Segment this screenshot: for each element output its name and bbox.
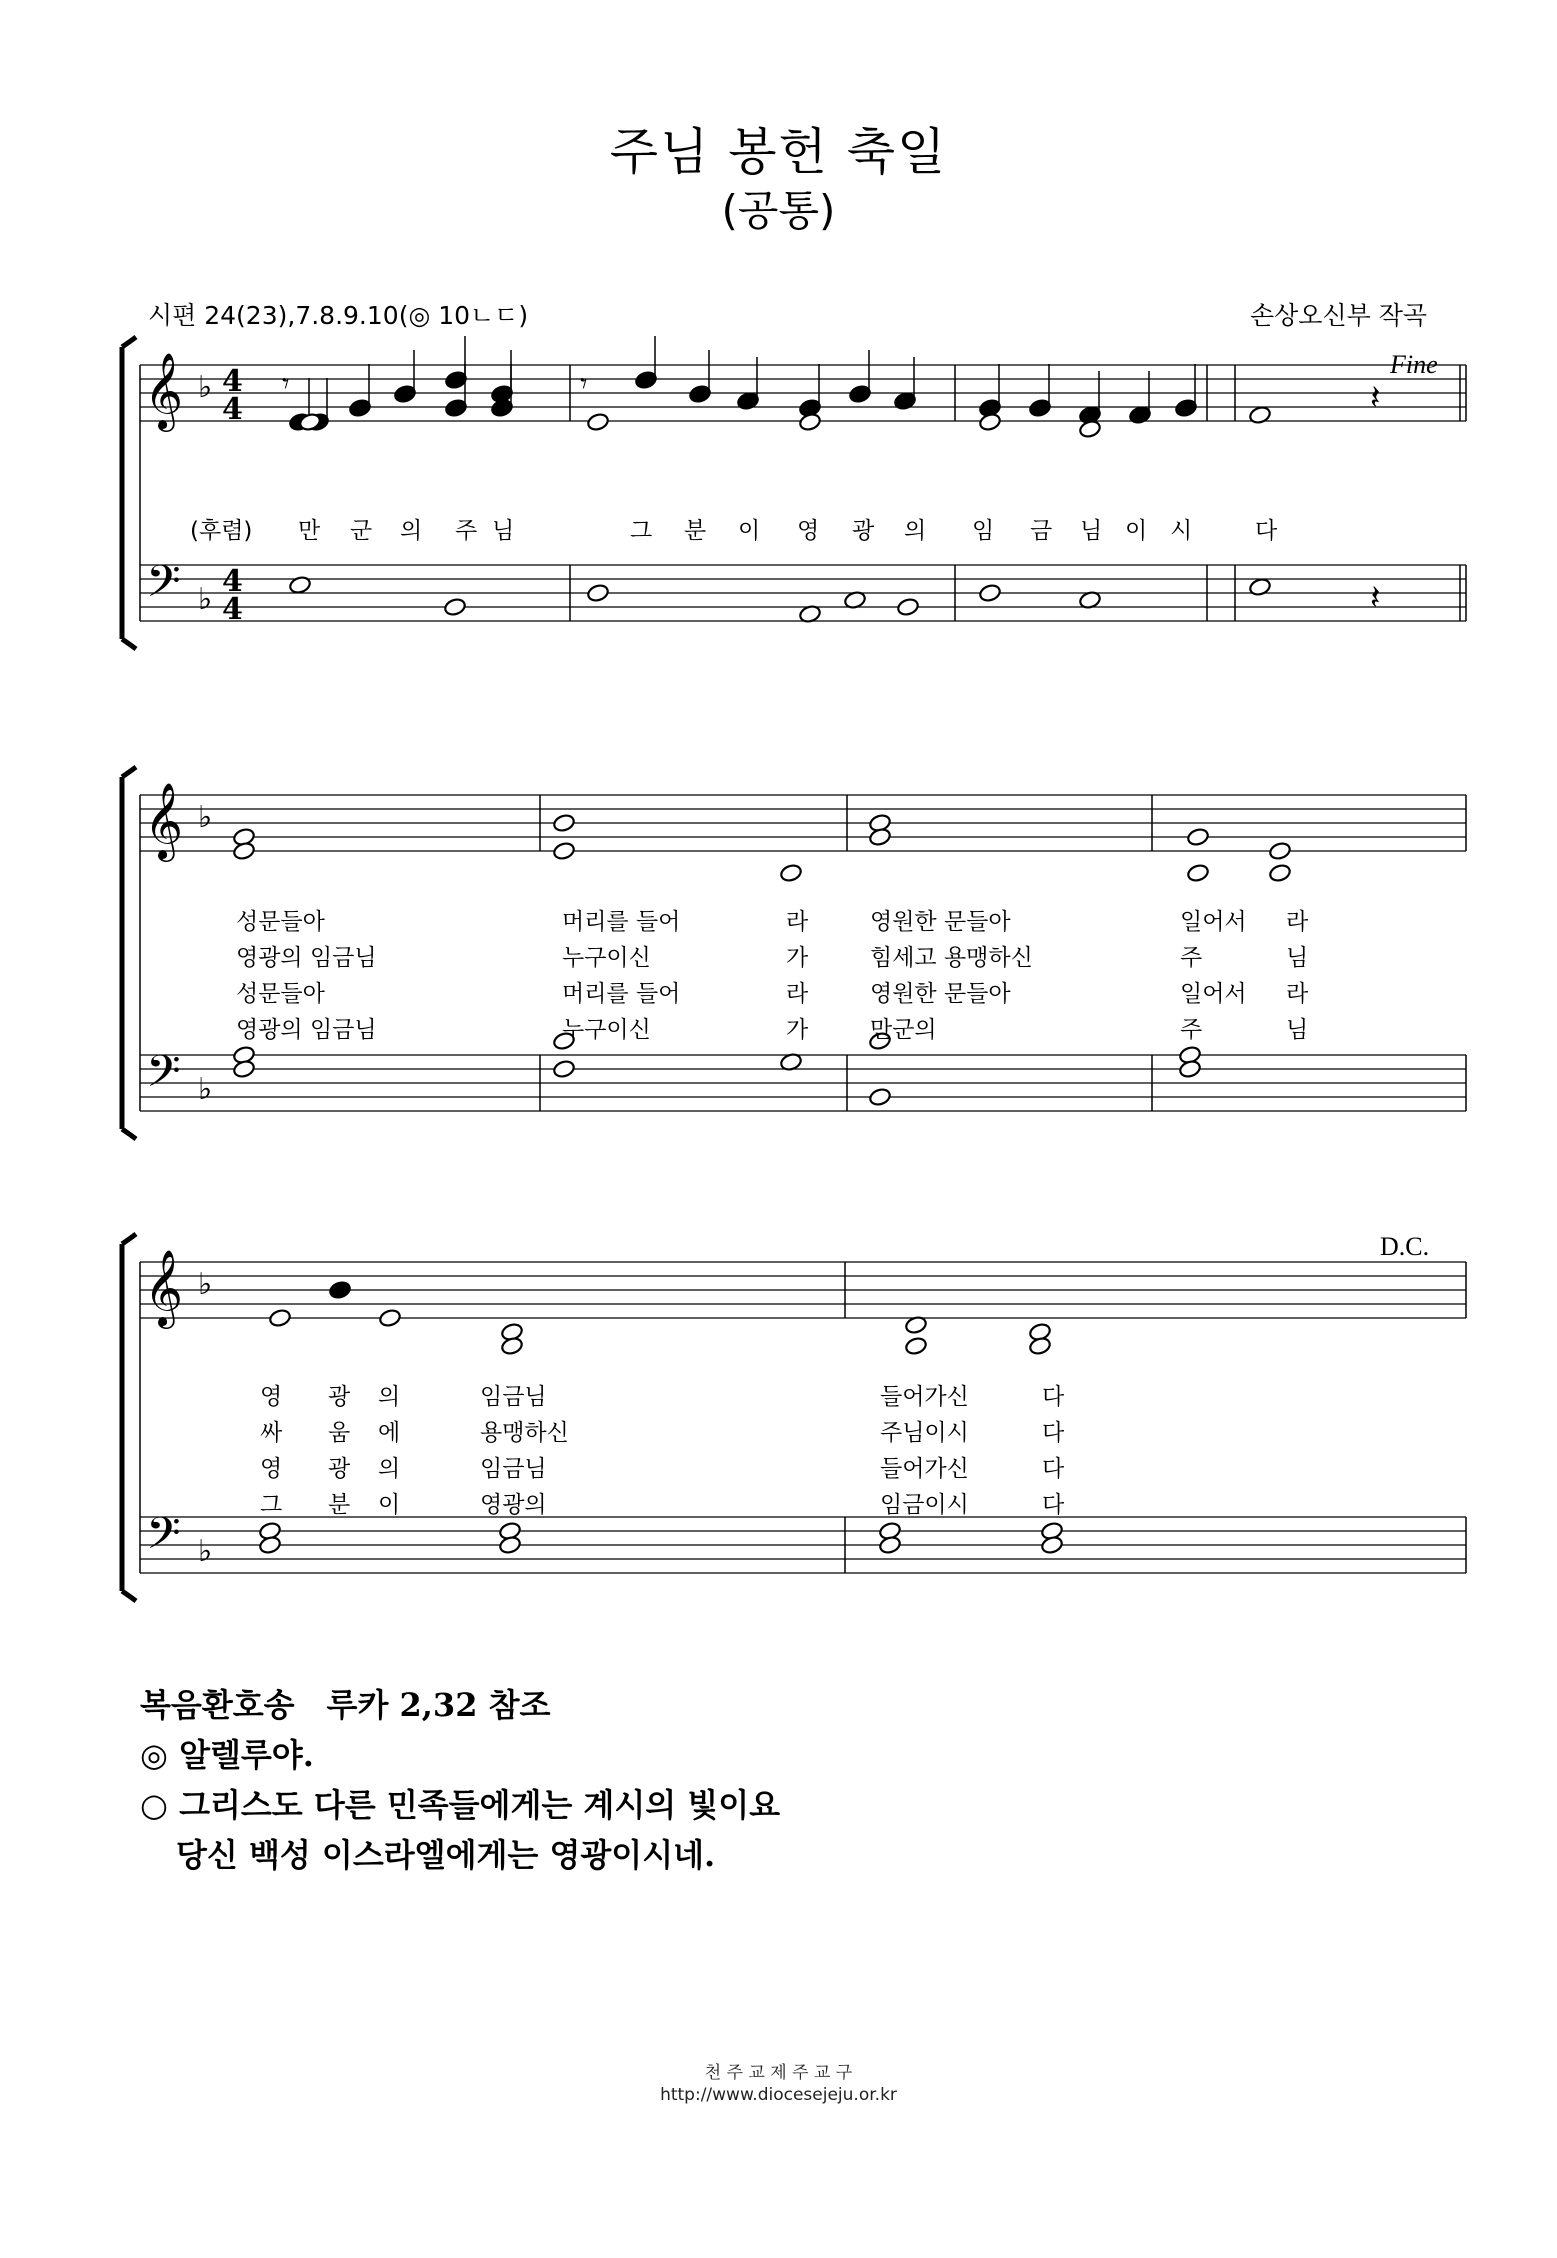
lyric-syllable: 님 — [1286, 945, 1309, 971]
half-note-head — [896, 597, 920, 617]
half-note-head — [1248, 405, 1272, 425]
gospel-response: ◎ 알렐루야. — [140, 1736, 314, 1774]
lyric-syllable: 다 — [1042, 1420, 1065, 1446]
lyric-syllable: 임금님 — [480, 1384, 547, 1410]
lyric-syllable: 영원한 문들아 — [870, 909, 1011, 935]
gospel-verse-line2: 당신 백성 이스라엘에게는 영광이시네. — [176, 1836, 716, 1874]
lyric-syllable: 의 — [400, 518, 423, 544]
lyric-syllable: 에 — [378, 1420, 401, 1446]
lyric-syllable: 성문들아 — [236, 981, 325, 1007]
lyric-syllable: 광 — [328, 1456, 351, 1482]
time-signature: 4 — [222, 392, 243, 427]
flat-icon: ♭ — [198, 1534, 213, 1569]
flat-icon: ♭ — [198, 370, 213, 405]
note-head — [552, 1059, 576, 1079]
time-signature: 4 — [222, 364, 243, 399]
lyric-syllable: 의 — [378, 1456, 401, 1482]
lyric-syllable: 님 — [1286, 1017, 1309, 1043]
lyric-syllable: 라 — [786, 909, 809, 935]
lyric-syllable: 시 — [1170, 518, 1193, 544]
flat-icon: ♭ — [198, 1267, 213, 1302]
lyric-syllable: 의 — [904, 518, 927, 544]
composer-credit: 손상오신부 작곡 — [1250, 301, 1427, 330]
fine-mark: Fine — [1390, 350, 1438, 379]
treble-clef-icon: 𝄞 — [144, 352, 184, 429]
lyric-syllable: 임금님 — [480, 1456, 547, 1482]
note-head — [1040, 1535, 1064, 1555]
dc-mark: D.C. — [1380, 1232, 1430, 1261]
eighth-rest-icon: 𝄾 — [282, 367, 290, 400]
lyric-syllable: 성문들아 — [236, 909, 325, 935]
treble-clef-icon: 𝄞 — [144, 782, 184, 859]
lyric-syllable: 들어가신 — [880, 1456, 969, 1482]
lyric-syllable: 그 — [260, 1492, 283, 1518]
lyric-syllable: 주 — [1180, 1017, 1203, 1043]
half-note-head — [586, 412, 610, 432]
page-title: 주님 봉헌 축일 — [609, 123, 948, 181]
system-bracket — [122, 337, 136, 649]
half-note-head — [443, 597, 467, 617]
half-note-head — [1078, 419, 1102, 439]
lyric-syllable: 님 — [492, 518, 515, 544]
time-signature: 4 — [222, 564, 243, 599]
lyric-syllable: 영 — [260, 1384, 283, 1410]
lyric-syllable: 분 — [684, 518, 707, 544]
note-head — [1028, 1336, 1052, 1356]
note-head — [1186, 863, 1210, 883]
lyric-syllable: 분 — [328, 1492, 351, 1518]
lyric-syllable: 광 — [328, 1384, 351, 1410]
note-head — [552, 841, 576, 861]
quarter-rest-icon: 𝄽 — [1370, 378, 1381, 418]
half-note-head — [288, 575, 312, 595]
flat-icon: ♭ — [198, 800, 213, 835]
note-head — [232, 1059, 256, 1079]
lyric-syllable: (후렴) — [190, 518, 253, 544]
note-head — [328, 1280, 352, 1300]
lyric-syllable: 영광의 임금님 — [236, 945, 377, 971]
lyric-syllable: 만군의 — [870, 1017, 937, 1043]
lyric-syllable: 주 — [455, 518, 478, 544]
lyric-syllable: 금 — [1030, 518, 1053, 544]
lyric-syllable: 일어서 — [1180, 909, 1247, 935]
lyric-syllable: 이 — [738, 518, 761, 544]
lyric-syllable: 일어서 — [1180, 981, 1247, 1007]
note-head — [378, 1308, 402, 1328]
lyric-syllable: 라 — [1286, 981, 1309, 1007]
note-head — [779, 863, 803, 883]
lyric-syllable: 가 — [786, 1017, 809, 1043]
lyric-syllable: 가 — [786, 945, 809, 971]
lyric-syllable: 싸 — [260, 1420, 283, 1446]
half-note-head — [586, 583, 610, 603]
note-head — [868, 1087, 892, 1107]
lyric-syllable: 라 — [1286, 909, 1309, 935]
lyric-syllable: 다 — [1042, 1492, 1065, 1518]
lyric-syllable: 영광의 임금님 — [236, 1017, 377, 1043]
lyric-syllable: 주 — [1180, 945, 1203, 971]
lyric-syllable: 님 — [1080, 518, 1103, 544]
lyric-syllable: 그 — [630, 518, 653, 544]
footer — [0, 2062, 1557, 2106]
half-note-head — [798, 412, 822, 432]
system-bracket — [122, 767, 136, 1139]
quarter-rest-icon: 𝄽 — [1370, 578, 1381, 618]
lyric-syllable: 움 — [328, 1420, 351, 1446]
lyric-syllable: 누구이신 — [562, 945, 651, 971]
lyric-syllable: 이 — [378, 1492, 401, 1518]
treble-clef-icon: 𝄞 — [144, 1249, 184, 1326]
lyric-syllable: 광 — [852, 518, 875, 544]
lyric-syllable: 누구이신 — [562, 1017, 651, 1043]
gospel-acclamation — [140, 1680, 780, 1880]
flat-icon: ♭ — [198, 1072, 213, 1107]
half-note-head — [1248, 577, 1272, 597]
lyric-syllable: 영 — [260, 1456, 283, 1482]
eighth-rest-icon: 𝄾 — [580, 367, 588, 400]
gospel-heading: 복음환호송 루카 2,32 참조 — [140, 1686, 551, 1724]
half-note-head — [978, 583, 1002, 603]
footer-url: http://www.diocesejeju.or.kr — [660, 2085, 897, 2105]
flat-icon: ♭ — [198, 582, 213, 617]
note-head — [552, 813, 576, 833]
lyric-syllable: 영광의 — [480, 1492, 547, 1518]
lyric-syllable: 머리를 들어 — [562, 909, 681, 935]
note-head — [232, 841, 256, 861]
note-head — [498, 1535, 522, 1555]
note-head — [1178, 1059, 1202, 1079]
lyric-syllable: 머리를 들어 — [562, 981, 681, 1007]
lyric-syllable: 다 — [1042, 1456, 1065, 1482]
lyric-syllable: 라 — [786, 981, 809, 1007]
lyric-syllable: 영원한 문들아 — [870, 981, 1011, 1007]
lyric-syllable: 주님이시 — [880, 1420, 969, 1446]
note-head — [258, 1535, 282, 1555]
gospel-verse-line1: ○ 그리스도 다른 민족들에게는 계시의 빛이요 — [140, 1786, 781, 1824]
note-head — [904, 1336, 928, 1356]
bass-clef-icon: 𝄢 — [146, 1507, 181, 1570]
lyric-syllable: 다 — [1255, 518, 1278, 544]
lyric-syllable: 임 — [972, 518, 995, 544]
system-bracket — [122, 1234, 136, 1601]
lyric-syllable: 이 — [1125, 518, 1148, 544]
note-head — [1186, 827, 1210, 847]
lyric-syllable: 다 — [1042, 1384, 1065, 1410]
note-head — [878, 1535, 902, 1555]
note-head — [1268, 863, 1292, 883]
lyric-syllable: 군 — [350, 518, 373, 544]
lyric-syllable: 용맹하신 — [480, 1420, 569, 1446]
lyric-syllable: 임금이시 — [880, 1492, 969, 1518]
lyric-syllable: 의 — [378, 1384, 401, 1410]
psalm-reference: 시편 24(23),7.8.9.10(◎ 10ㄴㄷ) — [148, 301, 529, 330]
page-subtitle: (공통) — [721, 186, 836, 235]
note-head — [868, 827, 892, 847]
time-signature: 4 — [222, 592, 243, 627]
bass-clef-icon: 𝄢 — [146, 555, 181, 618]
lyric-syllable: 힘세고 용맹하신 — [870, 945, 1033, 971]
lyric-syllable: 영 — [797, 518, 820, 544]
lyric-syllable: 만 — [298, 518, 321, 544]
bass-clef-icon: 𝄢 — [146, 1045, 181, 1108]
footer-org: 천 주 교 제 주 교 구 — [704, 2063, 853, 2083]
lyric-syllable: 들어가신 — [880, 1384, 969, 1410]
note-head — [1268, 841, 1292, 861]
note-head — [500, 1336, 524, 1356]
half-note-head — [978, 412, 1002, 432]
note-head — [268, 1308, 292, 1328]
